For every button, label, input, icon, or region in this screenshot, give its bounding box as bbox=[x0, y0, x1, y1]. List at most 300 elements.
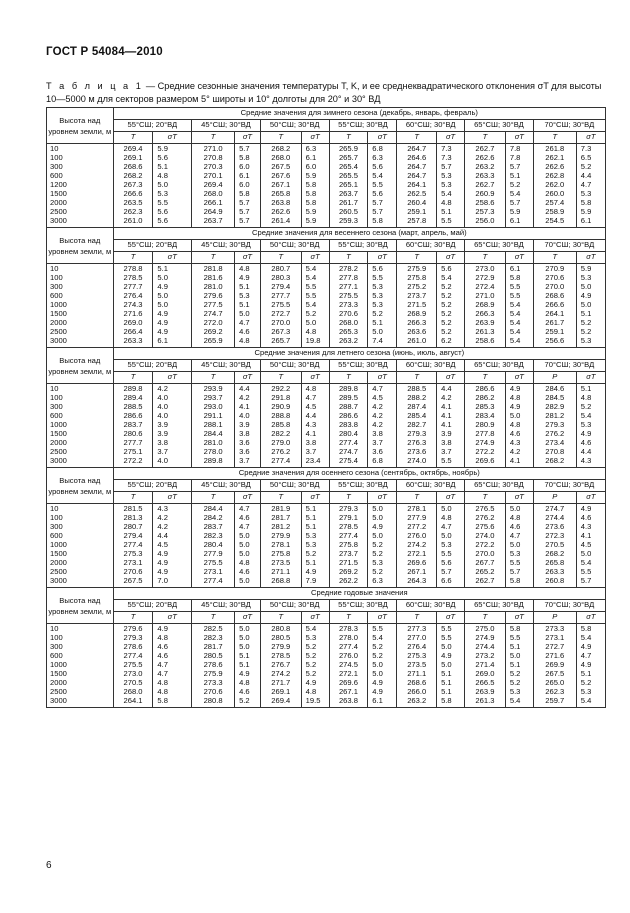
table-cell: 264.9 bbox=[203, 206, 223, 216]
table-cell: 4.3 bbox=[157, 504, 168, 513]
table-cell: 5.1 bbox=[580, 668, 592, 678]
table-cell: 268.6 bbox=[545, 290, 565, 300]
sector-header: 60°СШ; 30°ВД bbox=[397, 240, 465, 252]
table-cell: 5.3 bbox=[509, 686, 521, 696]
sigma-col-header: σT bbox=[235, 132, 261, 144]
table-cell: 4.4 bbox=[580, 170, 592, 180]
temperature-col-header: T bbox=[465, 492, 506, 504]
table-cell: 6.0 bbox=[239, 179, 250, 189]
table-cell: 256.6 bbox=[545, 335, 565, 345]
table-cell: 273.5 bbox=[271, 557, 291, 567]
table-cell: 275.5 bbox=[203, 557, 223, 567]
table-cell: 269.2 bbox=[338, 566, 358, 576]
table-cell: 5.1 bbox=[441, 668, 452, 678]
temperature-col-header: T bbox=[533, 252, 576, 264]
table-cell: 272.0 bbox=[203, 317, 223, 327]
table-cell: 5.3 bbox=[441, 179, 452, 189]
table-cell: 263.7 bbox=[203, 215, 223, 225]
table-cell: 278.1 bbox=[407, 504, 427, 513]
temperature-column bbox=[113, 504, 153, 588]
table-cell: 5.4 bbox=[580, 410, 592, 420]
table-cell: 288.1 bbox=[203, 419, 223, 429]
table-cell: 264.3 bbox=[407, 575, 427, 585]
table-cell: 257.4 bbox=[545, 197, 565, 207]
table-cell: 284.2 bbox=[203, 512, 223, 522]
table-cell: 272.3 bbox=[545, 530, 565, 540]
sigma-column bbox=[368, 384, 397, 468]
table-cell: 282.9 bbox=[545, 401, 565, 411]
table-cell: 7.4 bbox=[372, 335, 383, 345]
table-cell: 277.4 bbox=[203, 575, 223, 585]
table-cell: 284.4 bbox=[203, 428, 223, 438]
table-cell: 7.3 bbox=[441, 144, 452, 153]
table-cell: 5.0 bbox=[239, 548, 250, 558]
sigma-col-header: σT bbox=[153, 612, 192, 624]
table-cell: 5.5 bbox=[441, 632, 452, 642]
table-cell: 263.9 bbox=[475, 686, 495, 696]
variable-header-row bbox=[47, 612, 606, 624]
sector-header: 55°СШ; 20°ВД bbox=[113, 240, 191, 252]
table-cell: 278.5 bbox=[338, 521, 358, 531]
altitude-value: 1500 bbox=[50, 548, 67, 558]
sector-header-row bbox=[47, 360, 606, 372]
table-cell: 259.7 bbox=[545, 695, 565, 705]
table-cell: 4.2 bbox=[509, 446, 521, 456]
table-cell: 4.3 bbox=[509, 437, 521, 447]
table-cell: 4.9 bbox=[580, 290, 592, 300]
altitude-value: 300 bbox=[50, 161, 63, 171]
table-cell: 281.5 bbox=[123, 504, 143, 513]
table-cell: 6.0 bbox=[239, 161, 250, 171]
sigma-column bbox=[505, 264, 533, 348]
sector-header: 70°СШ; 30°ВД bbox=[533, 600, 605, 612]
table-cell: 282.5 bbox=[203, 624, 223, 633]
table-cell: 3.9 bbox=[441, 428, 452, 438]
temperature-column bbox=[192, 624, 235, 708]
altitude-value: 1500 bbox=[50, 188, 67, 198]
table-cell: 5.2 bbox=[441, 317, 452, 327]
sector-header: 65°СШ; 30°ВД bbox=[465, 360, 534, 372]
table-cell: 277.1 bbox=[338, 281, 358, 291]
table-cell: 4.9 bbox=[372, 521, 383, 531]
table-cell: 5.1 bbox=[239, 281, 250, 291]
table-cell: 3.9 bbox=[157, 419, 168, 429]
table-cell: 4.9 bbox=[305, 566, 317, 576]
table-cell: 5.0 bbox=[372, 504, 383, 513]
table-cell: 5.6 bbox=[441, 264, 452, 273]
table-cell: 269.6 bbox=[338, 677, 358, 687]
sigma-column bbox=[301, 264, 329, 348]
table-cell: 290.9 bbox=[271, 401, 291, 411]
sigma-column bbox=[368, 144, 397, 228]
table-cell: 278.5 bbox=[123, 272, 143, 282]
altitude-value: 3000 bbox=[50, 695, 67, 705]
temperature-col-header: T bbox=[329, 132, 368, 144]
table-cell: 274.7 bbox=[338, 446, 358, 456]
table-cell: 4.6 bbox=[239, 326, 250, 336]
table-cell: 5.8 bbox=[509, 624, 521, 633]
table-cell: 6.3 bbox=[305, 144, 317, 153]
table-cell: 281.2 bbox=[545, 410, 565, 420]
temperature-col-header: T bbox=[113, 132, 153, 144]
temperature-col-header: T bbox=[260, 252, 301, 264]
table-cell: 5.4 bbox=[509, 335, 521, 345]
table-cell: 5.5 bbox=[372, 624, 383, 633]
table-cell: 271.1 bbox=[407, 668, 427, 678]
altitude-value: 600 bbox=[50, 650, 63, 660]
table-cell: 264.7 bbox=[407, 144, 427, 153]
sigma-column bbox=[235, 624, 261, 708]
table-cell: 268.6 bbox=[123, 161, 143, 171]
table-cell: 4.8 bbox=[509, 419, 521, 429]
table-cell: 260.0 bbox=[545, 188, 565, 198]
sector-header: 70°СШ; 30°ВД bbox=[533, 240, 605, 252]
temperature-col-header: T bbox=[260, 132, 301, 144]
table-cell: 3.9 bbox=[239, 419, 250, 429]
table-cell: 5.2 bbox=[305, 308, 317, 318]
table-cell: 269.9 bbox=[545, 659, 565, 669]
table-cell: 275.5 bbox=[123, 659, 143, 669]
temperature-column bbox=[260, 624, 301, 708]
table-cell: 4.7 bbox=[441, 521, 452, 531]
table-cell: 270.6 bbox=[203, 686, 223, 696]
season-title-row bbox=[47, 108, 606, 120]
altitude-value: 2000 bbox=[50, 557, 67, 567]
table-cell: 5.7 bbox=[441, 566, 452, 576]
table-cell: 273.6 bbox=[545, 521, 565, 531]
sigma-column bbox=[576, 504, 605, 588]
table-cell: 279.3 bbox=[407, 428, 427, 438]
table-cell: 288.8 bbox=[271, 410, 291, 420]
table-cell: 289.4 bbox=[123, 392, 143, 402]
table-cell: 270.0 bbox=[271, 317, 291, 327]
table-cell: 278.6 bbox=[123, 641, 143, 651]
altitude-value: 300 bbox=[50, 641, 63, 651]
sigma-col-header: σT bbox=[437, 612, 465, 624]
table-cell: 3.7 bbox=[305, 446, 317, 456]
table-cell: 5.0 bbox=[441, 504, 452, 513]
table-cell: 273.1 bbox=[545, 632, 565, 642]
table-cell: 5.3 bbox=[580, 419, 592, 429]
altitude-value: 1000 bbox=[50, 539, 67, 549]
table-cell: 5.0 bbox=[509, 410, 521, 420]
table-cell: 4.2 bbox=[157, 384, 168, 393]
table-cell: 7.9 bbox=[305, 575, 317, 585]
sector-header: 50°СШ; 30°ВД bbox=[260, 480, 329, 492]
table-cell: 4.7 bbox=[509, 530, 521, 540]
table-cell: 5.3 bbox=[580, 272, 592, 282]
table-cell: 5.2 bbox=[580, 401, 592, 411]
temperature-col-header: T bbox=[192, 492, 235, 504]
table-cell: 256.0 bbox=[475, 215, 495, 225]
table-cell: 275.8 bbox=[338, 539, 358, 549]
table-cell: 5.1 bbox=[441, 686, 452, 696]
table-cell: 5.1 bbox=[441, 206, 452, 216]
table-cell: 4.7 bbox=[239, 521, 250, 531]
table-cell: 283.4 bbox=[475, 410, 495, 420]
temperature-column bbox=[329, 624, 368, 708]
table-cell: 279.6 bbox=[203, 290, 223, 300]
table-cell: 4.2 bbox=[372, 419, 383, 429]
season-title: Средние значения для зимнего сезона (декабрь, январь, февраль) bbox=[113, 108, 605, 120]
temperature-column bbox=[329, 144, 368, 228]
table-cell: 288.5 bbox=[407, 384, 427, 393]
table-cell: 5.5 bbox=[509, 557, 521, 567]
temperature-column bbox=[260, 264, 301, 348]
table-cell: 5.9 bbox=[580, 264, 592, 273]
table-cell: 274.2 bbox=[407, 539, 427, 549]
table-cell: 4.7 bbox=[580, 179, 592, 189]
table-cell: 4.2 bbox=[157, 521, 168, 531]
table-cell: 281.0 bbox=[203, 281, 223, 291]
data-row bbox=[47, 144, 606, 228]
table-cell: 5.4 bbox=[509, 299, 521, 309]
table-cell: 6.1 bbox=[372, 695, 383, 705]
table-cell: 270.9 bbox=[545, 264, 565, 273]
table-cell: 5.2 bbox=[580, 326, 592, 336]
table-cell: 263.7 bbox=[338, 188, 358, 198]
table-cell: 268.0 bbox=[203, 188, 223, 198]
temperature-col-header: T bbox=[465, 132, 506, 144]
table-cell: 262.7 bbox=[475, 575, 495, 585]
table-cell: 292.2 bbox=[271, 384, 291, 393]
table-cell: 4.9 bbox=[580, 641, 592, 651]
sigma-column bbox=[505, 624, 533, 708]
table-cell: 5.5 bbox=[580, 566, 592, 576]
sigma-column bbox=[368, 504, 397, 588]
table-cell: 5.0 bbox=[239, 539, 250, 549]
table-cell: 5.8 bbox=[305, 197, 317, 207]
table-cell: 268.2 bbox=[123, 170, 143, 180]
altitude-value: 100 bbox=[50, 152, 63, 162]
sigma-column bbox=[505, 504, 533, 588]
table-cell: 3.8 bbox=[441, 437, 452, 447]
table-cell: 265.7 bbox=[271, 335, 291, 345]
altitude-value: 2500 bbox=[50, 686, 67, 696]
temperature-column bbox=[113, 144, 153, 228]
sigma-col-header: σT bbox=[437, 132, 465, 144]
table-cell: 6.3 bbox=[372, 575, 383, 585]
table-cell: 5.1 bbox=[239, 659, 250, 669]
table-cell: 4.8 bbox=[509, 392, 521, 402]
table-cell: 5.7 bbox=[372, 197, 383, 207]
table-cell: 266.5 bbox=[475, 677, 495, 687]
altitude-value: 100 bbox=[50, 512, 63, 522]
sigma-column bbox=[576, 264, 605, 348]
temperature-column bbox=[533, 384, 576, 468]
table-cell: 6.8 bbox=[372, 144, 383, 153]
table-cell: 288.2 bbox=[407, 392, 427, 402]
table-cell: 267.1 bbox=[407, 566, 427, 576]
table-cell: 267.5 bbox=[545, 668, 565, 678]
table-cell: 280.3 bbox=[271, 272, 291, 282]
table-cell: 262.6 bbox=[475, 152, 495, 162]
temperature-table bbox=[46, 107, 606, 708]
table-cell: 5.2 bbox=[372, 641, 383, 651]
table-cell: 285.8 bbox=[271, 419, 291, 429]
table-cell: 4.8 bbox=[239, 335, 250, 345]
table-cell: 5.8 bbox=[157, 695, 168, 705]
sector-header: 65°СШ; 30°ВД bbox=[465, 240, 534, 252]
table-cell: 266.3 bbox=[475, 308, 495, 318]
temperature-col-header: T bbox=[465, 252, 506, 264]
sigma-column bbox=[153, 384, 192, 468]
table-cell: 277.9 bbox=[203, 548, 223, 558]
sector-header: 55°СШ; 30°ВД bbox=[329, 240, 397, 252]
table-cell: 5.1 bbox=[509, 641, 521, 651]
table-cell: 4.0 bbox=[157, 401, 168, 411]
altitude-value: 1500 bbox=[50, 668, 67, 678]
table-cell: 5.2 bbox=[305, 659, 317, 669]
table-cell: 285.4 bbox=[407, 410, 427, 420]
table-cell: 283.7 bbox=[203, 521, 223, 531]
table-cell: 273.7 bbox=[407, 290, 427, 300]
table-cell: 5.0 bbox=[509, 539, 521, 549]
sector-header: 55°СШ; 30°ВД bbox=[329, 120, 397, 132]
table-cell: 269.6 bbox=[475, 455, 495, 465]
table-cell: 272.9 bbox=[475, 272, 495, 282]
table-cell: 289.8 bbox=[203, 455, 223, 465]
table-cell: 267.1 bbox=[271, 179, 291, 189]
height-header: Высота над уровнем земли, м bbox=[47, 468, 114, 504]
table-cell: 268.9 bbox=[407, 308, 427, 318]
sigma-column bbox=[505, 144, 533, 228]
table-cell: 284.4 bbox=[203, 504, 223, 513]
sigma-column bbox=[235, 144, 261, 228]
temperature-column bbox=[465, 264, 506, 348]
table-cell: 5.5 bbox=[509, 290, 521, 300]
table-cell: 286.2 bbox=[475, 392, 495, 402]
temperature-column bbox=[113, 384, 153, 468]
table-cell: 278.0 bbox=[203, 446, 223, 456]
table-cell: 4.9 bbox=[157, 566, 168, 576]
table-cell: 5.4 bbox=[509, 326, 521, 336]
altitude-value: 1000 bbox=[50, 299, 67, 309]
table-cell: 4.7 bbox=[305, 392, 317, 402]
table-cell: 5.0 bbox=[372, 326, 383, 336]
sigma-column bbox=[301, 144, 329, 228]
table-cell: 5.3 bbox=[157, 188, 168, 198]
table-cell: 266.3 bbox=[407, 317, 427, 327]
season-title: Средние значения для весеннего сезона (март, апрель, май) bbox=[113, 228, 605, 240]
table-cell: 4.8 bbox=[157, 677, 168, 687]
table-cell: 277.0 bbox=[407, 632, 427, 642]
table-cell: 274.4 bbox=[545, 512, 565, 522]
table-cell: 279.3 bbox=[338, 504, 358, 513]
sigma-col-header: σT bbox=[505, 492, 533, 504]
sigma-col-header: σT bbox=[301, 492, 329, 504]
table-cell: 3.7 bbox=[441, 446, 452, 456]
table-cell: 265.7 bbox=[338, 152, 358, 162]
table-cell: 4.8 bbox=[157, 632, 168, 642]
temperature-col-header: T bbox=[113, 492, 153, 504]
table-cell: 276.4 bbox=[123, 290, 143, 300]
altitude-value: 3000 bbox=[50, 335, 67, 345]
table-cell: 280.9 bbox=[475, 419, 495, 429]
temperature-column bbox=[113, 624, 153, 708]
sigma-column bbox=[301, 504, 329, 588]
temperature-column bbox=[113, 264, 153, 348]
table-cell: 3.8 bbox=[157, 437, 168, 447]
table-cell: 4.6 bbox=[509, 521, 521, 531]
table-cell: 272.2 bbox=[475, 446, 495, 456]
table-cell: 4.1 bbox=[441, 410, 452, 420]
table-cell: 4.5 bbox=[372, 392, 383, 402]
altitude-value: 3000 bbox=[50, 575, 67, 585]
table-cell: 262.3 bbox=[123, 206, 143, 216]
table-cell: 267.6 bbox=[271, 170, 291, 180]
table-cell: 5.2 bbox=[305, 548, 317, 558]
table-cell: 5.2 bbox=[441, 299, 452, 309]
altitude-value: 10 bbox=[50, 624, 59, 633]
temperature-column bbox=[533, 624, 576, 708]
temperature-col-header: T bbox=[329, 372, 368, 384]
temperature-col-header: P bbox=[533, 612, 576, 624]
table-cell: 3.6 bbox=[239, 446, 250, 456]
table-cell: 280.6 bbox=[123, 428, 143, 438]
table-cell: 279.3 bbox=[123, 632, 143, 642]
temperature-column bbox=[260, 504, 301, 588]
table-cell: 268.2 bbox=[271, 144, 291, 153]
table-cell: 5.4 bbox=[509, 188, 521, 198]
table-cell: 265.8 bbox=[271, 188, 291, 198]
sigma-col-header: σT bbox=[368, 132, 397, 144]
table-cell: 285.3 bbox=[475, 401, 495, 411]
sigma-column bbox=[235, 264, 261, 348]
altitude-value: 2000 bbox=[50, 317, 67, 327]
table-cell: 254.5 bbox=[545, 215, 565, 225]
table-cell: 270.0 bbox=[475, 548, 495, 558]
table-cell: 5.1 bbox=[239, 650, 250, 660]
table-cell: 4.6 bbox=[239, 566, 250, 576]
table-cell: 5.4 bbox=[372, 632, 383, 642]
table-cell: 282.3 bbox=[203, 530, 223, 540]
table-cell: 273.3 bbox=[338, 299, 358, 309]
table-cell: 5.5 bbox=[509, 632, 521, 642]
table-cell: 4.9 bbox=[372, 686, 383, 696]
table-cell: 6.1 bbox=[509, 215, 521, 225]
table-cell: 5.1 bbox=[157, 264, 168, 273]
table-cell: 5.5 bbox=[509, 281, 521, 291]
sector-header-row bbox=[47, 600, 606, 612]
table-cell: 5.2 bbox=[372, 308, 383, 318]
table-cell: 6.1 bbox=[305, 152, 317, 162]
table-cell: 266.1 bbox=[203, 197, 223, 207]
table-cell: 7.8 bbox=[509, 144, 521, 153]
table-cell: 278.2 bbox=[338, 264, 358, 273]
table-cell: 4.8 bbox=[305, 686, 317, 696]
temperature-column bbox=[397, 264, 437, 348]
table-cell: 273.7 bbox=[338, 548, 358, 558]
table-cell: 3.7 bbox=[372, 437, 383, 447]
table-cell: 264.1 bbox=[545, 308, 565, 318]
table-cell: 265.2 bbox=[475, 566, 495, 576]
table-cell: 265.3 bbox=[338, 326, 358, 336]
sector-header: 70°СШ; 30°ВД bbox=[533, 360, 605, 372]
table-cell: 274.2 bbox=[271, 668, 291, 678]
temperature-column bbox=[329, 384, 368, 468]
table-cell: 272.2 bbox=[123, 455, 143, 465]
table-cell: 273.1 bbox=[203, 566, 223, 576]
table-cell: 284.5 bbox=[545, 392, 565, 402]
table-cell: 264.1 bbox=[123, 695, 143, 705]
table-cell: 3.7 bbox=[239, 455, 250, 465]
table-cell: 4.9 bbox=[157, 317, 168, 327]
temperature-col-header: T bbox=[192, 372, 235, 384]
table-cell: 289.8 bbox=[338, 384, 358, 393]
table-cell: 279.3 bbox=[545, 419, 565, 429]
table-cell: 4.8 bbox=[509, 512, 521, 522]
